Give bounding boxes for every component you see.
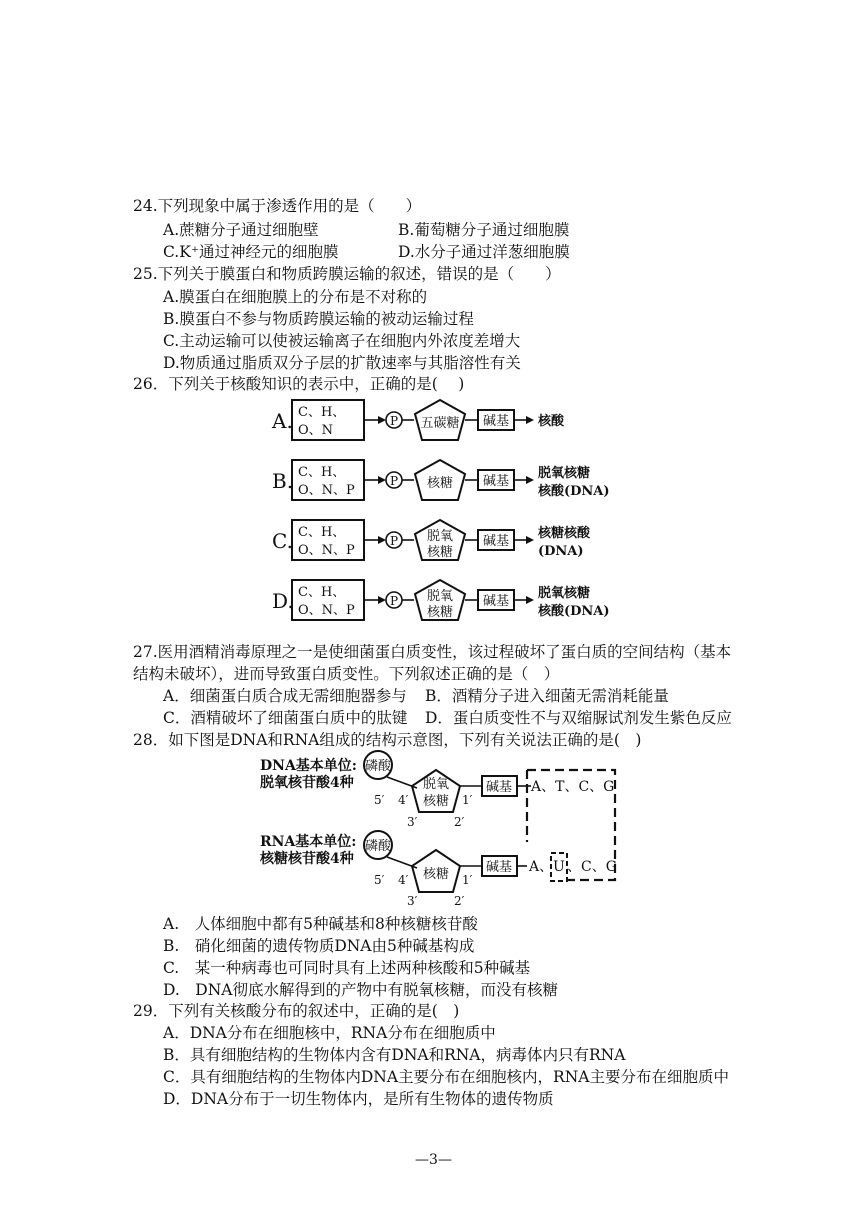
q24-option-a: A.蔗糖分子通过细胞壁 <box>163 221 319 239</box>
q25-option-b: B.膜蛋白不参与物质跨膜运输的被动运输过程 <box>163 310 474 328</box>
dna-bases-list: A、T、C、G <box>531 779 615 795</box>
q26-base-label-b: 碱基 <box>482 474 510 489</box>
q26-product-arrow-head-a <box>526 416 534 424</box>
rna-bases-u: U <box>553 859 565 875</box>
q26-row-letter-d: D. <box>272 589 294 613</box>
rna-carbon-5: 5′ <box>374 873 385 887</box>
q26-product-line1-d: 脱氧核糖 <box>538 586 591 601</box>
q26-base-label-c: 碱基 <box>482 534 510 549</box>
rna-bases-a: A、 <box>529 859 554 875</box>
q26-product-line1-c: 核糖核酸 <box>538 526 591 541</box>
q27-option-a: A．细菌蛋白质合成无需细胞器参与 <box>163 687 407 705</box>
q26-sugar-label-a: 五碳糖 <box>420 416 460 431</box>
q26-phosphate-label-b: P <box>389 474 399 488</box>
q26-product-line2-c: (DNA) <box>538 544 584 559</box>
dna-sugar-label2: 核糖 <box>422 794 450 809</box>
q25-option-c: C.主动运输可以使被运输离子在细胞内外浓度差增大 <box>163 332 521 350</box>
q26-elements-line2-b: O、N、P <box>298 483 355 498</box>
q26-product-line1-b: 脱氧核糖 <box>538 466 591 481</box>
q26-row-letter-a: A. <box>272 409 293 433</box>
q29-option-a: A．DNA分布在细胞核中，RNA分布在细胞质中 <box>163 1024 496 1042</box>
q26-diagram <box>260 390 620 640</box>
q26-elements-line2-c: O、N、P <box>298 543 355 558</box>
dna-carbon-3: 3′ <box>407 815 418 829</box>
dna-carbon-4: 4′ <box>398 793 409 807</box>
q28-diagram <box>255 748 635 906</box>
rna-carbon-1: 1′ <box>462 873 473 887</box>
dna-sugar-label1: 脱氧 <box>422 777 450 792</box>
dna-carbon-1: 1′ <box>462 793 473 807</box>
q29-option-d: D．DNA分布于一切生物体内，是所有生物体的遗传物质 <box>163 1090 554 1108</box>
dna-unit-subtitle: 脱氧核苷酸4种 <box>260 775 354 791</box>
q24-option-b: B.葡萄糖分子通过细胞膜 <box>398 221 570 239</box>
q26-phosphate-label-a: P <box>389 414 399 428</box>
q27-option-c: C．酒精破坏了细菌蛋白质中的肽键 <box>163 709 408 727</box>
q29-option-b: B．具有细胞结构的生物体内含有DNA和RNA，病毒体内只有RNA <box>163 1046 626 1064</box>
dna-phosphate-label: 磷酸 <box>364 759 392 774</box>
q26-sugar-label-b: 核糖 <box>426 476 454 491</box>
q26-phosphate-label-c: P <box>389 534 399 548</box>
q24-stem: 24.下列现象中属于渗透作用的是（ ） <box>133 197 422 215</box>
q26-elements-line1-b: C、H、 <box>298 465 346 480</box>
q26-arrow-head-c <box>378 536 386 544</box>
page-number: —3— <box>415 1152 452 1168</box>
q26-product-arrow-head-b <box>526 476 534 484</box>
q26-elements-line1-a: C、H、 <box>298 405 346 420</box>
q26-sugar-label1-d: 脱氧 <box>426 589 454 604</box>
q26-base-label-d: 碱基 <box>482 594 510 609</box>
dna-carbon-2: 2′ <box>454 815 465 829</box>
dna-base-label: 碱基 <box>485 780 513 795</box>
q26-elements-line1-c: C、H、 <box>298 525 346 540</box>
rna-base-label: 碱基 <box>485 860 513 875</box>
rna-sugar-label: 核糖 <box>422 867 450 882</box>
q26-row-letter-c: C. <box>272 529 293 553</box>
q28-stem: 28．如下图是DNA和RNA组成的结构示意图，下列有关说法正确的是( ) <box>133 731 642 749</box>
q26-base-label-a: 碱基 <box>482 414 510 429</box>
q27-option-d: D．蛋白质变性不与双缩脲试剂发生紫色反应 <box>425 709 732 727</box>
rna-unit-title: RNA基本单位: <box>260 834 357 850</box>
q29-option-c: C．具有细胞结构的生物体内DNA主要分布在细胞核内，RNA主要分布在细胞质中 <box>163 1068 729 1086</box>
q26-product-line2-d: 核酸(DNA) <box>538 604 610 619</box>
q28-option-c: C. 某一种病毒也可同时具有上述两种核酸和5种碱基 <box>163 959 531 977</box>
rna-carbon-4: 4′ <box>398 873 409 887</box>
q27-stem-line2: 结构未破坏），进而导致蛋白质变性。下列叙述正确的是（ ） <box>133 665 560 683</box>
q26-product-a: 核酸 <box>538 414 565 429</box>
q26-product-line2-b: 核酸(DNA) <box>538 484 610 499</box>
rna-phosphate-label: 磷酸 <box>364 839 392 854</box>
q25-option-d: D.物质通过脂质双分子层的扩散速率与其脂溶性有关 <box>163 354 521 372</box>
q24-option-c: C.K⁺通过神经元的细胞膜 <box>163 243 339 261</box>
q26-elements-line2-d: O、N、P <box>298 603 355 618</box>
q25-stem: 25.下列关于膜蛋白和物质跨膜运输的叙述，错误的是（ ） <box>133 265 561 283</box>
q28-option-b: B. 硝化细菌的遗传物质DNA由5种碱基构成 <box>163 937 475 955</box>
rna-bases-cg: 、C、G <box>567 859 617 875</box>
q26-product-arrow-head-d <box>526 596 534 604</box>
q26-sugar-label1-c: 脱氧 <box>426 529 454 544</box>
q26-row-letter-b: B. <box>272 469 294 493</box>
q26-phosphate-label-d: P <box>389 594 399 608</box>
q26-elements-line1-d: C、H、 <box>298 585 346 600</box>
q27-stem-line1: 27.医用酒精消毒原理之一是使细菌蛋白质变性，该过程破坏了蛋白质的空间结构（基本 <box>133 643 732 661</box>
q28-option-d: D. DNA彻底水解得到的产物中有脱氧核糖，而没有核糖 <box>163 981 558 999</box>
q29-stem: 29．下列有关核酸分布的叙述中，正确的是( ) <box>133 1002 460 1020</box>
q28-option-a: A. 人体细胞中都有5种碱基和8种核糖核苷酸 <box>163 915 478 933</box>
q26-arrow-head-a <box>378 416 386 424</box>
q24-option-d: D.水分子通过洋葱细胞膜 <box>398 243 570 261</box>
q26-sugar-label2-c: 核糖 <box>426 545 454 560</box>
dna-carbon-5: 5′ <box>374 793 385 807</box>
q27-option-b: B．酒精分子进入细菌无需消耗能量 <box>425 687 669 705</box>
rna-carbon-2: 2′ <box>454 894 465 906</box>
q26-sugar-label2-d: 核糖 <box>426 605 454 620</box>
rna-carbon-3: 3′ <box>407 894 418 906</box>
q26-arrow-head-b <box>378 476 386 484</box>
q26-product-arrow-head-c <box>526 536 534 544</box>
rna-unit-subtitle: 核糖核苷酸4种 <box>260 851 354 867</box>
q26-stem: 26．下列关于核酸知识的表示中，正确的是( ) <box>133 375 465 393</box>
q26-arrow-head-d <box>378 596 386 604</box>
q26-elements-line2-a: O、N <box>298 423 334 438</box>
dna-unit-title: DNA基本单位: <box>260 758 357 774</box>
q25-option-a: A.膜蛋白在细胞膜上的分布是不对称的 <box>163 288 428 306</box>
